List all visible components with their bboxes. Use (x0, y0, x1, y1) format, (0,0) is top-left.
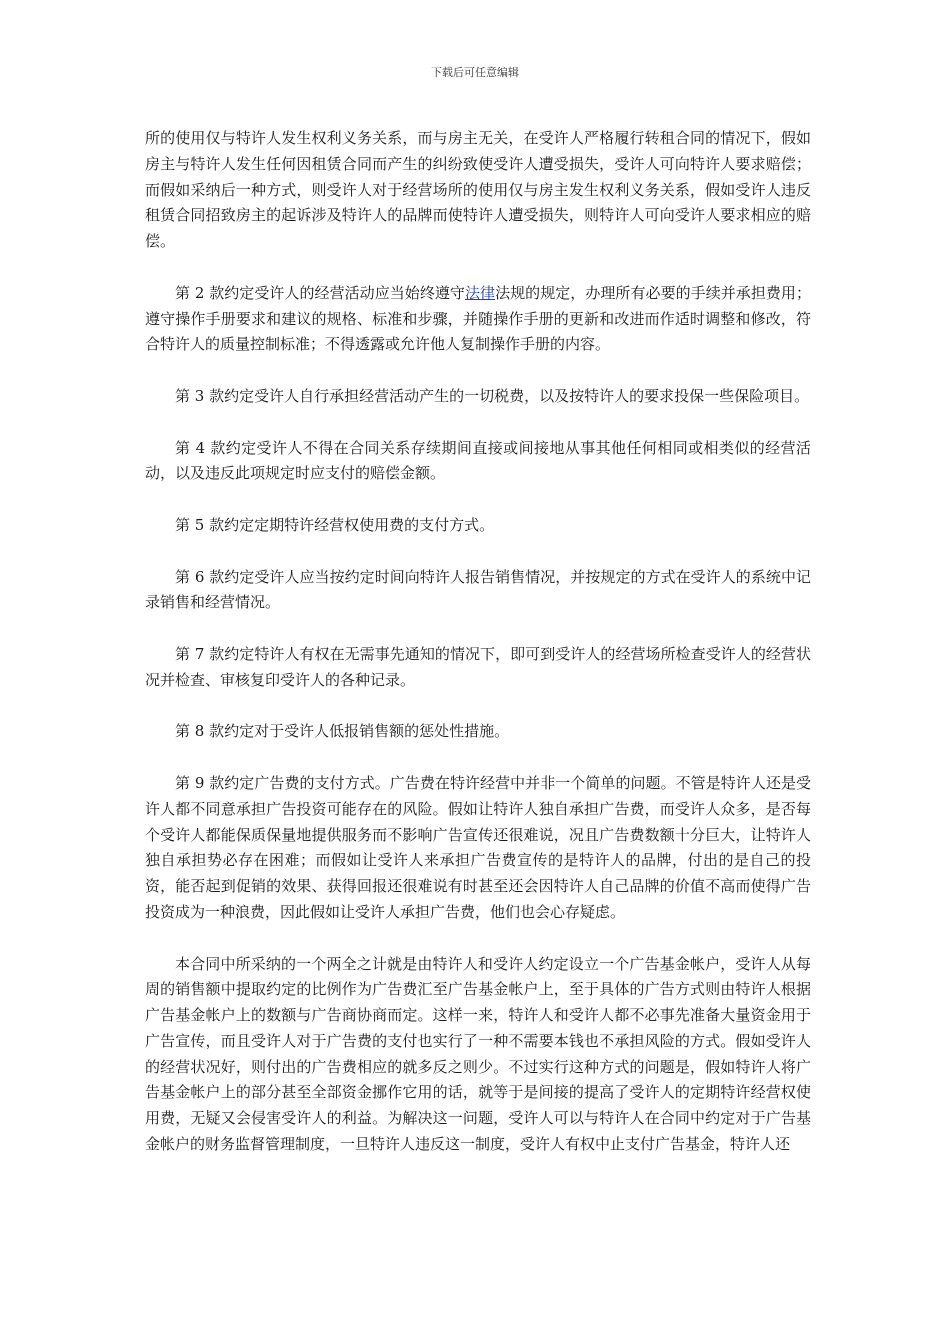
paragraph-clause-8: 第 8 款约定对于受许人低报销售额的惩处性措施。 (175, 722, 510, 741)
clause-2-text-after: 法规的规定，办理所有必要的手续并承担费用；遵守操作手册要求和建议的规格、标准和步骤，并随操作手册的更新和改进而作适时调整和修改，符合特许人的质量控制标准；不得透露或允许他人复制操作手册的内容。 (145, 283, 811, 354)
law-link[interactable]: 法律 (464, 283, 496, 302)
document-body (145, 126, 811, 1184)
paragraph-clause-7: 第 7 款约定特许人有权在无需事先通知的情况下，即可到受许人的经营场所检查受许人的经营状况并检查、审核复印受许人的各种记录。 (145, 644, 811, 689)
paragraph-clause-4: 第 4 款约定受许人不得在合同关系存续期间直接或间接地从事其他任何相同或相类似的经营活动，以及违反此项规定时应支付的赔偿金额。 (145, 438, 811, 483)
paragraph-clause-9: 第 9 款约定广告费的支付方式。广告费在特许经营中并非一个简单的问题。不管是特许人还是受许人都不同意承担广告投资可能存在的风险。假如让特许人独自承担广告费，而受许人众多，是否每个受许人都能保质保量地提供服务而不影响广告宣传还很难说，况且广告费数额十分巨大，让特许人独自承担势必存在困难；而假如让受许人来承担广告费宣传的是特许人的品牌，付出的是自己的投资，能否起到促销的效果、获得回报还很难说有时甚至还会因特许人自己品牌的价值不高而使得广告投资成为一种浪费，因此假如让受许人承担广告费，他们也会心存疑虑。 (145, 773, 811, 921)
paragraph-continuation: 所的使用仅与特许人发生权利义务关系，而与房主无关，在受许人严格履行转租合同的情况下，假如房主与特许人发生任何因租赁合同而产生的纠纷致使受许人遭受损失，受许人可向特许人要求赔偿；而假如采纳后一种方式，则受许人对于经营场所的使用仅与房主发生权利义务关系，假如受许人违反租赁合同招致房主的起诉涉及特许人的品牌而使特许人遭受损失，则特许人可向受许人要求相应的赔偿。 (145, 129, 811, 251)
clause-2-text-before: 第 2 款约定受许人的经营活动应当始终遵守 (175, 283, 465, 302)
paragraph-clause-6: 第 6 款约定受许人应当按约定时间向特许人报告销售情况，并按规定的方式在受许人的系统中记录销售和经营情况。 (145, 567, 811, 612)
paragraph-clause-2 (145, 281, 811, 358)
page-header-note: 下载后可任意编辑 (431, 66, 519, 79)
paragraph-advertising-fund: 本合同中所采纳的一个两全之计就是由特许人和受许人约定设立一个广告基金帐户，受许人从每周的销售额中提取约定的比例作为广告费汇至广告基金帐户上，至于具体的广告方式则由特许人根据广告基金帐户上的数额与广告商协商而定。这样一来，特许人和受许人都不必事先准备大量资金用于广告宣传，而且受许人对于广告费的支付也实行了一种不需要本钱也不承担风险的方式。假如受许人的经营状况好，则付出的广告费相应的就多反之则少。不过实行这种方式的问题是，假如特许人将广告基金帐户上的部分甚至全部资金挪作它用的话，就等于是间接的提高了受许人的定期特许经营权使用费，无疑又会侵害受许人的利益。为解决这一问题，受许人可以与特许人在合同中约定对于广告基金帐户的财务监督管理制度，一旦特许人违反这一制度，受许人有权中止支付广告基金，特许人还 (145, 954, 811, 1154)
paragraph-clause-3: 第 3 款约定受许人自行承担经营活动产生的一切税费，以及按特许人的要求投保一些保险项目。 (175, 386, 810, 405)
paragraph-clause-5: 第 5 款约定定期特许经营权使用费的支付方式。 (175, 515, 495, 534)
